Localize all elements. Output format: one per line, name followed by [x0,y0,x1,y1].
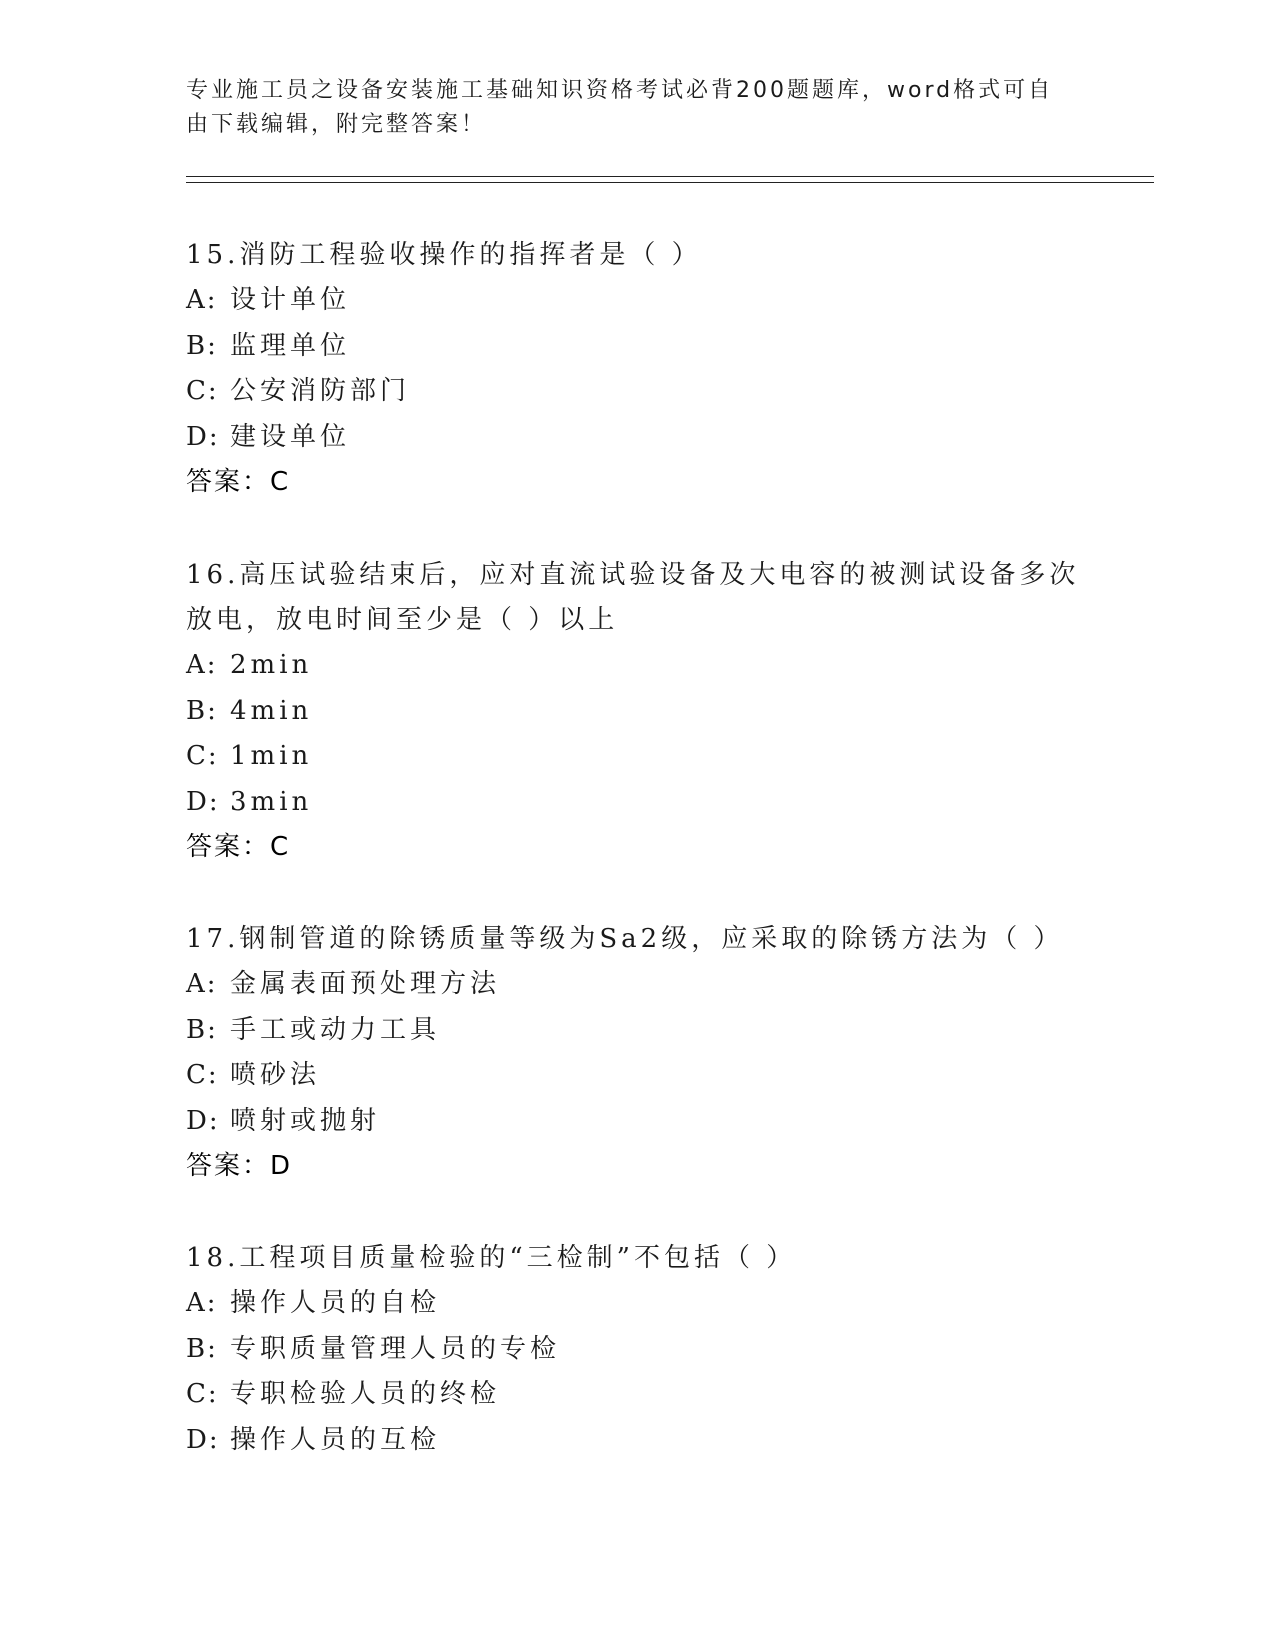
option-key: C: [186,1379,219,1409]
option-text: 2min [230,650,313,680]
answer-line [186,825,1086,870]
option-text: 监理单位 [230,330,351,361]
answer-line [186,1144,1086,1189]
option-key: B: [186,1014,218,1045]
question-text: 消防工程验收操作的指挥者是（ ） [239,240,702,270]
option-text: 金属表面预处理方法 [230,969,501,999]
option-a [186,278,1086,324]
option-key: D: [186,421,220,452]
question-number: 17. [186,924,240,954]
question-15 [186,233,1086,505]
option-c [186,1372,1086,1418]
option-b [186,1008,1086,1054]
option-d [186,780,1086,826]
question-text: 钢制管道的除锈质量等级为Sa2级，应采取的除锈方法为（ ） [239,924,1064,954]
answer-value: C [270,832,291,862]
option-text: 3min [230,786,313,817]
question-number: 18. [186,1243,240,1273]
option-text: 手工或动力工具 [230,1014,441,1045]
question-number: 15. [186,240,240,270]
question-number: 16. [186,560,240,590]
option-d [186,415,1086,461]
option-d [186,1418,1086,1464]
option-text: 公安消防部门 [230,376,411,406]
option-c [186,369,1086,415]
question-text: 高压试验结束后，应对直流试验设备及大电容的被测试设备多次放电，放电时间至少是（ ）以上 [186,560,1080,635]
option-c [186,734,1086,780]
option-text: 喷射或抛射 [230,1105,381,1136]
option-b [186,324,1086,370]
option-b [186,1327,1086,1373]
option-key: C: [186,741,219,771]
header-divider-bottom [186,182,1154,183]
header-divider-top [186,176,1154,177]
option-text: 设计单位 [230,285,351,315]
option-text: 喷砂法 [230,1060,321,1090]
question-stem [186,917,1086,962]
option-key: D: [186,1105,220,1136]
option-key: B: [186,330,218,361]
option-key: A: [186,285,218,315]
option-a [186,962,1086,1008]
option-text: 建设单位 [230,421,351,452]
question-stem [186,233,1086,278]
option-a [186,1281,1086,1327]
option-text: 4min [230,695,313,726]
option-a [186,643,1086,689]
answer-label: 答案： [186,1151,271,1181]
option-text: 操作人员的自检 [230,1288,441,1318]
option-text: 操作人员的互检 [230,1424,441,1455]
option-key: B: [186,1333,218,1364]
option-key: A: [186,969,218,999]
question-18 [186,1236,1086,1463]
option-key: C: [186,1060,219,1090]
option-text: 专职检验人员的终检 [230,1379,501,1409]
option-c [186,1053,1086,1099]
option-key: B: [186,695,218,726]
option-text: 1min [230,741,313,771]
question-stem [186,1236,1086,1281]
question-17 [186,917,1086,1189]
option-key: D: [186,1424,220,1455]
question-16 [186,553,1086,870]
option-key: C: [186,376,219,406]
answer-value: D [270,1151,293,1181]
option-b [186,689,1086,735]
option-key: A: [186,1288,218,1318]
answer-label: 答案： [186,467,271,497]
option-key: D: [186,786,220,817]
answer-value: C [270,467,291,497]
document-header: 专业施工员之设备安装施工基础知识资格考试必背200题题库，word格式可自由下载编辑，附完整答案！ [186,78,1054,137]
option-text: 专职质量管理人员的专检 [230,1333,561,1364]
option-key: A: [186,650,218,680]
answer-line [186,460,1086,505]
option-d [186,1099,1086,1145]
answer-label: 答案： [186,832,271,862]
question-text: 工程项目质量检验的“三检制”不包括（ ） [239,1243,797,1273]
question-stem [186,553,1086,643]
